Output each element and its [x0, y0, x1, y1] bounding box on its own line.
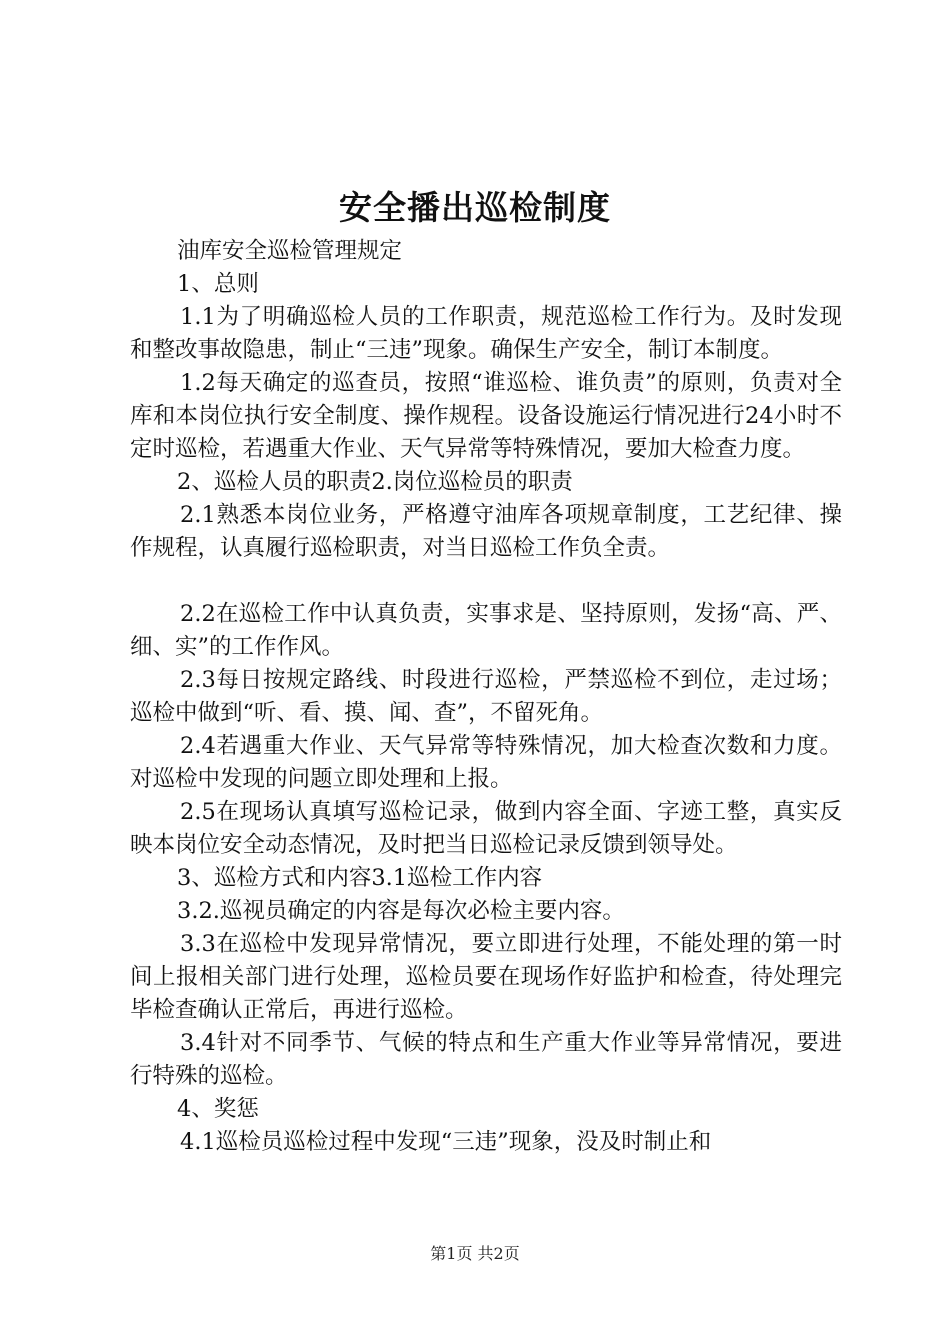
paragraph-2-2: 2.2在巡检工作中认真负责，实事求是、坚持原则，发扬“高、严、细、实”的工作作风。	[130, 601, 842, 660]
paragraph-1-1: 1.1为了明确巡检人员的工作职责，规范巡检工作行为。及时发现和整改事故隐患，制止“三违”现象。确保生产安全，制订本制度。	[130, 304, 842, 363]
paragraph-2-5: 2.5在现场认真填写巡检记录，做到内容全面、字迹工整，真实反映本岗位安全动态情况，及时把当日巡检记录反馈到领导处。	[130, 799, 842, 858]
paragraph-2-1: 2.1熟悉本岗位业务，严格遵守油库各项规章制度，工艺纪律、操作规程，认真履行巡检职责，对当日巡检工作负全责。	[130, 502, 842, 561]
paragraph-1-2: 1.2每天确定的巡查员，按照“谁巡检、谁负责”的原则，负责对全库和本岗位执行安全制度、操作规程。设备设施运行情况进行24小时不定时巡检，若遇重大作业、天气异常等特殊情况，要加大检查力度。	[130, 370, 842, 462]
paragraph-3-4: 3.4针对不同季节、气候的特点和生产重大作业等异常情况，要进行特殊的巡检。	[130, 1030, 842, 1089]
paragraph-3-2: 3.2.巡视员确定的内容是每次必检主要内容。	[177, 898, 625, 924]
paragraph-4-1: 4.1巡检员巡检过程中发现“三违”现象，没及时制止和	[180, 1129, 712, 1155]
document-body	[130, 235, 842, 1159]
paragraph-section-3-heading: 3、巡检方式和内容3.1巡检工作内容	[177, 865, 543, 891]
paragraph-section-2-heading: 2、巡检人员的职责2.岗位巡检员的职责	[177, 469, 573, 495]
paragraph-2-3: 2.3每日按规定路线、时段进行巡检，严禁巡检不到位，走过场；巡检中做到“听、看、摸、闻、查”，不留死角。	[130, 667, 842, 726]
page-footer: 第1页 共2页	[430, 1244, 520, 1263]
paragraph-3-3: 3.3在巡检中发现异常情况，要立即进行处理，不能处理的第一时间上报相关部门进行处理，巡检员要在现场作好监护和检查，待处理完毕检查确认正常后，再进行巡检。	[130, 931, 842, 1023]
paragraph-subtitle: 油库安全巡检管理规定	[177, 238, 403, 264]
paragraph-section-4-heading: 4、奖惩	[177, 1096, 259, 1122]
paragraph-section-1-heading: 1、总则	[177, 271, 259, 297]
paragraph-2-4: 2.4若遇重大作业、天气异常等特殊情况，加大检查次数和力度。对巡检中发现的问题立即处理和上报。	[130, 733, 842, 792]
document-title: 安全播出巡检制度	[339, 188, 611, 227]
